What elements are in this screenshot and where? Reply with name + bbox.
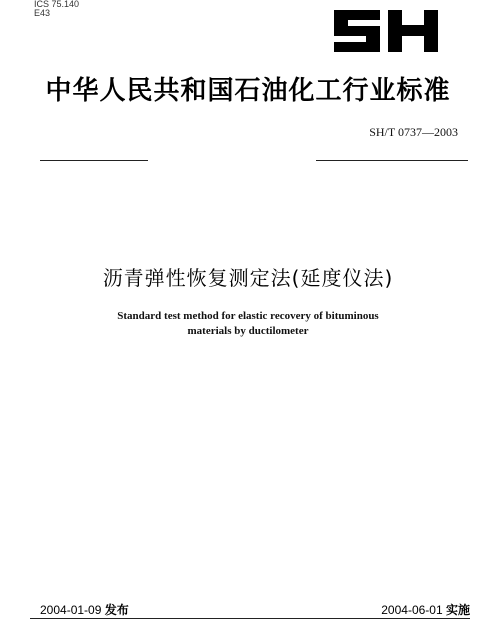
header-rule-left bbox=[40, 160, 148, 161]
footer-rule bbox=[30, 618, 470, 619]
logo-letter-h bbox=[388, 10, 438, 52]
ics-code: ICS 75.140 bbox=[34, 0, 80, 9]
title-en-line-1: Standard test method for elastic recovery of bituminous bbox=[117, 310, 379, 322]
title-en-line-2: materials by ductilometer bbox=[187, 325, 309, 337]
logo-letter-s bbox=[334, 10, 380, 52]
issue-label: 发布 bbox=[104, 603, 129, 617]
ccs-code: E43 bbox=[34, 8, 51, 18]
issue-date-block bbox=[40, 601, 129, 618]
header-rule-right bbox=[316, 160, 468, 161]
implement-date-block bbox=[381, 601, 470, 618]
sh-logo bbox=[330, 6, 442, 56]
document-title-chinese: 沥青弹性恢复测定法(延度仪法) bbox=[102, 266, 394, 290]
implement-date: 2004-06-01 bbox=[381, 603, 443, 617]
document-title-english bbox=[0, 309, 496, 339]
implement-label: 实施 bbox=[445, 603, 470, 617]
organization-title: 中华人民共和国石油化工行业标准 bbox=[45, 76, 451, 106]
issue-date: 2004-01-09 bbox=[40, 603, 102, 617]
standard-number: SH/T 0737—2003 bbox=[369, 125, 458, 139]
